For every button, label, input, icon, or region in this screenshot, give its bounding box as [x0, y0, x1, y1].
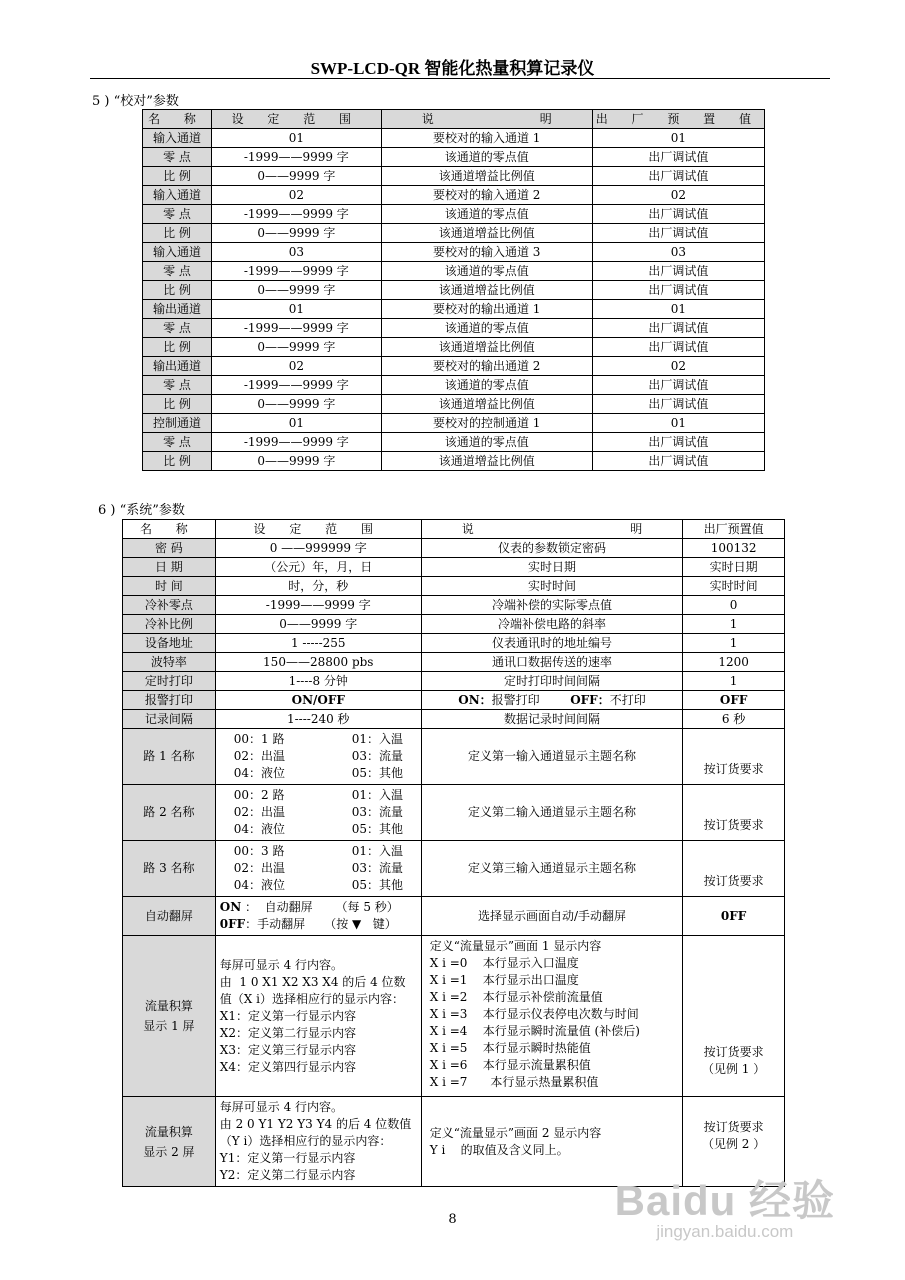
system-simple-rows — [123, 539, 785, 691]
row-desc: 实时时间 — [421, 577, 683, 596]
row-desc: 实时日期 — [421, 558, 683, 577]
row-default: 按订货要求 — [683, 785, 785, 841]
row-name: 冷补比例 — [123, 615, 216, 634]
row-default: 出厂调试值 — [592, 167, 764, 186]
row-name: 设备地址 — [123, 634, 216, 653]
row-name: 控制通道 — [143, 414, 212, 433]
row-name: 输入通道 — [143, 243, 212, 262]
table-row — [143, 357, 765, 376]
row-default: 出厂调试值 — [592, 376, 764, 395]
header-name: 名 称 — [123, 520, 216, 539]
default-line2: （见例 1 ） — [701, 1062, 766, 1076]
row-default: 01 — [592, 300, 764, 319]
row-desc: 仪表的参数锁定密码 — [421, 539, 683, 558]
row-range — [215, 897, 421, 936]
row-name — [123, 1097, 216, 1187]
header-range: 设 定 范 围 — [215, 520, 421, 539]
route-option: 02：出温 — [233, 749, 286, 763]
row-default: 出厂调试值 — [592, 281, 764, 300]
route-option: 04：液位 — [233, 878, 286, 892]
row-name: 零 点 — [143, 319, 212, 338]
name-line2: 显示 1 屏 — [143, 1019, 195, 1033]
row-name: 比 例 — [143, 281, 212, 300]
row-name: 比 例 — [143, 167, 212, 186]
row-default: 1 — [683, 634, 785, 653]
default-line1: 按订货要求 — [703, 1045, 764, 1059]
table-row — [143, 148, 765, 167]
text-line: X4：定义第四行显示内容 — [219, 1059, 356, 1074]
row-range: 0——9999 字 — [211, 395, 381, 414]
row-range — [215, 785, 421, 841]
on-text: ： 自动翻屏 （每 5 秒） — [241, 900, 399, 914]
text-line: X3：定义第三行显示内容 — [219, 1042, 356, 1057]
route-option: 04：液位 — [233, 766, 286, 780]
row-default: 出厂调试值 — [592, 205, 764, 224]
table-row — [123, 558, 785, 577]
row-range: 01 — [211, 129, 381, 148]
table-row — [123, 672, 785, 691]
row-default: 出厂调试值 — [592, 148, 764, 167]
row-name: 零 点 — [143, 262, 212, 281]
row-name: 零 点 — [143, 376, 212, 395]
table-row — [143, 300, 765, 319]
row-name: 路 1 名称 — [123, 729, 216, 785]
row-name: 比 例 — [143, 395, 212, 414]
row-desc: 要校对的输入通道 2 — [381, 186, 592, 205]
row-desc — [421, 936, 683, 1097]
row-default: 出厂调试值 — [592, 262, 764, 281]
row-default: 0FF — [683, 897, 785, 936]
row-default: 出厂调试值 — [592, 224, 764, 243]
table-row — [143, 319, 765, 338]
table-row — [143, 338, 765, 357]
route-options — [220, 843, 417, 894]
row-name: 输出通道 — [143, 300, 212, 319]
row-name: 冷补零点 — [123, 596, 216, 615]
row-default: 1 — [683, 672, 785, 691]
row-name: 记录间隔 — [123, 710, 216, 729]
row-name: 比 例 — [143, 452, 212, 471]
table-row — [143, 414, 765, 433]
table-row — [143, 129, 765, 148]
row-range — [215, 1097, 421, 1187]
row-range: 0——9999 字 — [211, 338, 381, 357]
row-desc: 该通道的零点值 — [381, 376, 592, 395]
row-name: 输入通道 — [143, 186, 212, 205]
row-range — [215, 841, 421, 897]
row-default: 0 — [683, 596, 785, 615]
row-name: 时 间 — [123, 577, 216, 596]
row-desc: 定义第一输入通道显示主题名称 — [421, 729, 683, 785]
name-line2: 显示 2 屏 — [143, 1144, 195, 1159]
row-desc: 冷端补偿的实际零点值 — [421, 596, 683, 615]
route-option: 00：3 路 — [233, 844, 285, 858]
row-name: 零 点 — [143, 205, 212, 224]
row-range: 0——9999 字 — [211, 281, 381, 300]
row-default: 1 — [683, 615, 785, 634]
row-range: 01 — [211, 300, 381, 319]
row-default: 1200 — [683, 653, 785, 672]
row-range: 02 — [211, 357, 381, 376]
row-desc: 定义第三输入通道显示主题名称 — [421, 841, 683, 897]
row-desc: 定时打印时间间隔 — [421, 672, 683, 691]
row-default: 按订货要求 — [683, 729, 785, 785]
header-desc — [381, 110, 592, 129]
table-row — [123, 710, 785, 729]
row-range: 01 — [211, 414, 381, 433]
row-desc: 该通道的零点值 — [381, 148, 592, 167]
header-desc-b: 明 — [630, 521, 643, 536]
on-label: ON — [219, 900, 242, 914]
row-range: 1----8 分钟 — [215, 672, 421, 691]
row-name: 输出通道 — [143, 357, 212, 376]
route-option: 04：液位 — [233, 822, 286, 836]
row-desc: 该通道增益比例值 — [381, 224, 592, 243]
row-range: 1----240 秒 — [215, 710, 421, 729]
row-desc: 要校对的输出通道 1 — [381, 300, 592, 319]
row-range: -1999——9999 字 — [211, 433, 381, 452]
row-default: 出厂调试值 — [592, 433, 764, 452]
row-name: 日 期 — [123, 558, 216, 577]
row-name — [123, 936, 216, 1097]
row-range: 时，分，秒 — [215, 577, 421, 596]
off-text: ：手动翻屏 （按 ▼ 键） — [245, 917, 397, 931]
row-range: 02 — [211, 186, 381, 205]
row-desc: 要校对的控制通道 1 — [381, 414, 592, 433]
route-option: 05：其他 — [351, 878, 404, 892]
row-name: 零 点 — [143, 433, 212, 452]
route-options — [220, 787, 417, 838]
table-header — [143, 110, 765, 129]
header-default: 出 厂 预 置 值 — [592, 110, 764, 129]
name-line1: 流量积算 — [144, 999, 193, 1013]
row-default: 按订货要求 — [683, 841, 785, 897]
row-name: 比 例 — [143, 224, 212, 243]
text-line: X i =6 本行显示流量累积值 — [429, 1058, 591, 1072]
on-text: 报警打印 — [491, 692, 540, 707]
text-line: 定义“流量显示”画面 2 显示内容 — [429, 1126, 602, 1140]
row-range — [215, 729, 421, 785]
text-line: 每屏可显示 4 行内容。 — [219, 957, 344, 972]
desc-lines — [430, 1125, 679, 1159]
header-desc — [421, 520, 683, 539]
row-name: 定时打印 — [123, 672, 216, 691]
table-row — [123, 785, 785, 841]
row-name: 波特率 — [123, 653, 216, 672]
row-desc: 定义第二输入通道显示主题名称 — [421, 785, 683, 841]
header-range: 设 定 范 围 — [211, 110, 381, 129]
watermark — [615, 1168, 835, 1242]
row-name: 报警打印 — [123, 691, 216, 710]
row-desc: 该通道增益比例值 — [381, 281, 592, 300]
header-desc-b: 明 — [539, 111, 552, 126]
row-range: -1999——9999 字 — [211, 262, 381, 281]
row-desc: 该通道增益比例值 — [381, 395, 592, 414]
route-option: 01：入温 — [351, 844, 404, 858]
watermark-logo: Baidu 经验 — [614, 1177, 835, 1224]
row-range: -1999——9999 字 — [211, 376, 381, 395]
row-desc: 冷端补偿电路的斜率 — [421, 615, 683, 634]
row-default: 实时日期 — [683, 558, 785, 577]
row-default: 02 — [592, 186, 764, 205]
row-range: 150——28800 pbs — [215, 653, 421, 672]
text-line: Y2：定义第二行显示内容 — [219, 1168, 356, 1182]
route-option: 03：流量 — [351, 749, 404, 763]
row-default: 实时时间 — [683, 577, 785, 596]
row-range — [215, 936, 421, 1097]
row-default: 100132 — [683, 539, 785, 558]
range-lines — [220, 957, 417, 1076]
row-desc: 通讯口数据传送的速率 — [421, 653, 683, 672]
row-range: （公元）年，月，日 — [215, 558, 421, 577]
row-default: 01 — [592, 129, 764, 148]
table-row — [143, 262, 765, 281]
row-default: 出厂调试值 — [592, 452, 764, 471]
text-line: X i =5 本行显示瞬时热能值 — [429, 1041, 591, 1055]
default-line1: 按订货要求 — [703, 1120, 764, 1134]
text-line: 由 2 0 Y1 Y2 Y3 Y4 的后 4 位数值（Y i）选择相应行的显示内容： — [219, 1117, 412, 1148]
row-default: OFF — [683, 691, 785, 710]
row-range: -1999——9999 字 — [211, 205, 381, 224]
text-line: X i =7 本行显示热量累积值 — [429, 1075, 599, 1089]
table-row — [143, 395, 765, 414]
table-row — [143, 243, 765, 262]
desc-lines — [430, 938, 679, 1091]
route-option: 02：出温 — [233, 861, 286, 875]
row-range: 0——9999 字 — [215, 615, 421, 634]
row-desc: 该通道增益比例值 — [381, 338, 592, 357]
table-row — [123, 577, 785, 596]
range-lines — [220, 1099, 417, 1184]
text-line: Y1：定义第一行显示内容 — [219, 1151, 356, 1165]
header-default: 出厂预置值 — [683, 520, 785, 539]
header-desc-a: 说 — [421, 111, 434, 126]
row-name: 路 2 名称 — [123, 785, 216, 841]
row-name: 输入通道 — [143, 129, 212, 148]
row-default: 出厂调试值 — [592, 338, 764, 357]
page-number: 8 — [448, 1212, 457, 1227]
row-name: 零 点 — [143, 148, 212, 167]
table-row — [123, 653, 785, 672]
row-range: 0——9999 字 — [211, 452, 381, 471]
row-range: 03 — [211, 243, 381, 262]
table-row — [143, 452, 765, 471]
table-row — [123, 539, 785, 558]
route-option: 05：其他 — [351, 766, 404, 780]
text-line: 定义“流量显示”画面 1 显示内容 — [429, 939, 602, 953]
row-range: -1999——9999 字 — [215, 596, 421, 615]
system-table — [122, 519, 785, 1187]
name-line1: 流量积算 — [144, 1124, 193, 1139]
watermark-url: jingyan.baidu.com — [656, 1222, 794, 1241]
default-line2: （见例 2 ） — [701, 1137, 766, 1151]
table-row — [123, 615, 785, 634]
row-desc: 要校对的输出通道 2 — [381, 357, 592, 376]
text-line: X2：定义第二行显示内容 — [219, 1025, 356, 1040]
row-default: 6 秒 — [683, 710, 785, 729]
route-option: 00：2 路 — [233, 788, 285, 802]
row-desc: 该通道增益比例值 — [381, 452, 592, 471]
table-row — [143, 281, 765, 300]
autoflip-on — [220, 899, 417, 916]
text-line: X1：定义第一行显示内容 — [219, 1008, 356, 1023]
row-default: 02 — [592, 357, 764, 376]
row-default: 03 — [592, 243, 764, 262]
table-row — [143, 376, 765, 395]
route-option: 01：入温 — [351, 732, 404, 746]
table-row — [123, 936, 785, 1097]
row-name: 密 码 — [123, 539, 216, 558]
table-header — [123, 520, 785, 539]
row-range: 0 ——999999 字 — [215, 539, 421, 558]
off-label: 0FF — [219, 917, 246, 931]
route-rows — [123, 729, 785, 897]
row-desc — [421, 691, 683, 710]
table-row — [123, 596, 785, 615]
row-default: 出厂调试值 — [592, 319, 764, 338]
route-option: 03：流量 — [351, 805, 404, 819]
route-option: 00：1 路 — [233, 732, 285, 746]
autoflip-off — [220, 916, 417, 933]
row-desc: 仪表通讯时的地址编号 — [421, 634, 683, 653]
text-line: 由 1 0 X1 X2 X3 X4 的后 4 位数值（X i）选择相应行的显示内容： — [219, 974, 406, 1006]
section6-title: 6 ) “系统”参数 — [98, 503, 185, 518]
row-range: -1999——9999 字 — [211, 319, 381, 338]
route-option: 03：流量 — [351, 861, 404, 875]
row-desc: 数据记录时间间隔 — [421, 710, 683, 729]
document-title: SWP-LCD-QR 智能化热量积算记录仪 — [310, 59, 595, 78]
row-default: 01 — [592, 414, 764, 433]
row-range: 1 -----255 — [215, 634, 421, 653]
off-label: OFF： — [570, 692, 610, 707]
text-line: Y i 的取值及含义同上。 — [429, 1143, 569, 1157]
on-label: ON： — [458, 692, 492, 707]
table-row — [143, 205, 765, 224]
table-row — [143, 224, 765, 243]
row-desc: 该通道的零点值 — [381, 319, 592, 338]
row-desc: 选择显示画面自动/手动翻屏 — [421, 897, 683, 936]
row-desc: 该通道的零点值 — [381, 262, 592, 281]
row-range: ON/OFF — [215, 691, 421, 710]
row-default — [683, 936, 785, 1097]
text-line: X i =2 本行显示补偿前流量值 — [429, 990, 603, 1004]
row-name: 自动翻屏 — [123, 897, 216, 936]
row-range: 0——9999 字 — [211, 224, 381, 243]
route-option: 01：入温 — [351, 788, 404, 802]
title-rule — [90, 78, 830, 79]
calibration-table — [142, 109, 765, 471]
table-row — [123, 897, 785, 936]
text-line: X i =1 本行显示出口温度 — [429, 973, 579, 987]
row-desc: 要校对的输入通道 1 — [381, 129, 592, 148]
table-row — [143, 186, 765, 205]
header-desc-a: 说 — [461, 521, 474, 536]
row-name: 比 例 — [143, 338, 212, 357]
row-desc: 该通道的零点值 — [381, 205, 592, 224]
row-range: 0——9999 字 — [211, 167, 381, 186]
row-name: 路 3 名称 — [123, 841, 216, 897]
text-line: X i =3 本行显示仪表停电次数与时间 — [429, 1007, 639, 1021]
route-option: 02：出温 — [233, 805, 286, 819]
text-line: 每屏可显示 4 行内容。 — [219, 1100, 344, 1114]
table-row — [143, 433, 765, 452]
row-range: -1999——9999 字 — [211, 148, 381, 167]
route-options — [220, 731, 417, 782]
route-option: 05：其他 — [351, 822, 404, 836]
header-name: 名 称 — [143, 110, 212, 129]
row-default: 出厂调试值 — [592, 395, 764, 414]
table-row — [123, 634, 785, 653]
table-row — [123, 841, 785, 897]
text-line: X i =4 本行显示瞬时流量值 (补偿后) — [429, 1024, 640, 1038]
row-desc: 该通道增益比例值 — [381, 167, 592, 186]
table-row — [123, 691, 785, 710]
row-desc: 该通道的零点值 — [381, 433, 592, 452]
section5-title: 5 ) “校对”参数 — [92, 94, 179, 109]
text-line: X i =0 本行显示入口温度 — [429, 956, 579, 970]
table-row — [123, 729, 785, 785]
table-row — [143, 167, 765, 186]
off-text: 不打印 — [609, 692, 646, 707]
row-desc: 要校对的输入通道 3 — [381, 243, 592, 262]
